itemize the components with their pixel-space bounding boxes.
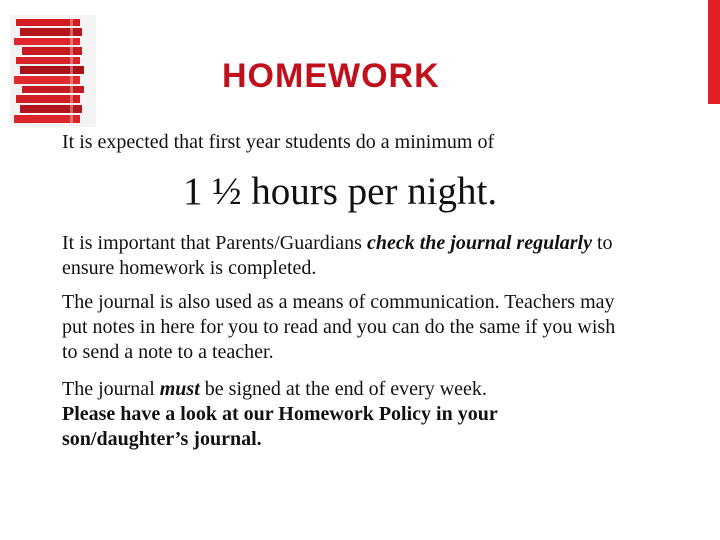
accent-bar	[708, 0, 720, 104]
communication-paragraph: The journal is also used as a means of communication. Teachers may put notes in here for you to read and you can do the same if you wish to send a note to a teacher.	[62, 291, 616, 363]
stack-of-books-icon	[10, 15, 96, 127]
must-emphasis: must	[159, 378, 200, 400]
page-title: HOMEWORK	[222, 57, 440, 95]
check-journal-emphasis: check the journal regularly	[366, 232, 592, 254]
homework-policy-note: Please have a look at our Homework Policy in your son/daughter’s journal.	[62, 403, 498, 450]
hours-highlight: 1 ½ hours per night.	[183, 170, 498, 213]
intro-line: It is expected that first year students do a minimum of	[62, 131, 495, 153]
content	[62, 130, 622, 452]
signing-paragraph: The journal must be signed at the end of every week. Please have a look at our Homework Policy in your son/daughter’s journal.	[62, 378, 498, 450]
parents-paragraph: It is important that Parents/Guardians check the journal regularly to ensure homework is completed.	[62, 232, 613, 279]
